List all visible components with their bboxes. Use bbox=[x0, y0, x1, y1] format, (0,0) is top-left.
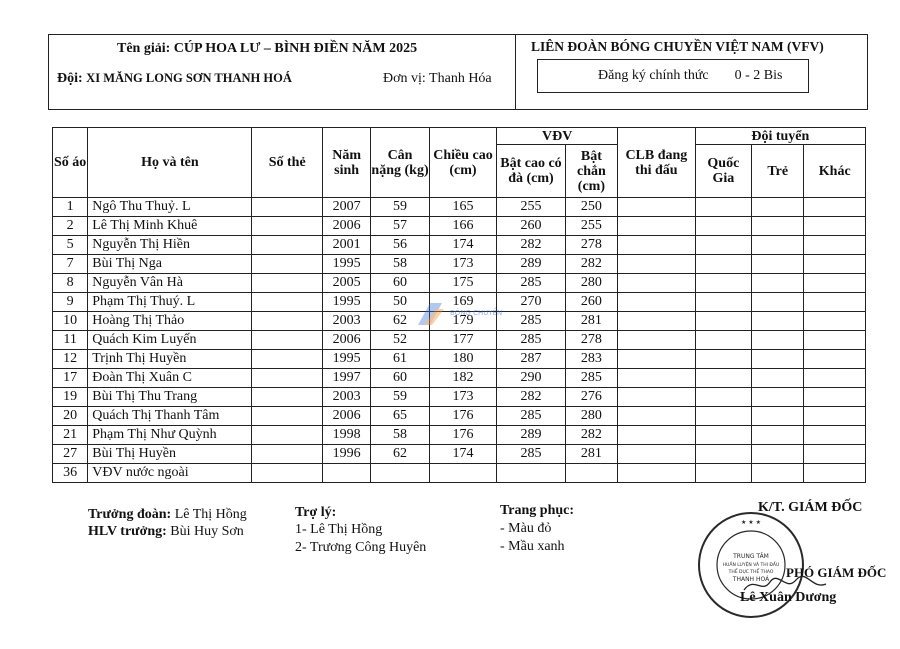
attack-reach-cell: 287 bbox=[497, 350, 566, 369]
youth-cell bbox=[752, 369, 804, 388]
birth-year-cell: 2003 bbox=[322, 312, 370, 331]
name-cell: Bùi Thị Thu Trang bbox=[88, 388, 252, 407]
attack-reach-cell: 285 bbox=[497, 312, 566, 331]
block-reach-cell: 281 bbox=[565, 445, 617, 464]
svg-text:HUẤN LUYỆN VÀ THI ĐẤU: HUẤN LUYỆN VÀ THI ĐẤU bbox=[722, 563, 780, 568]
name-cell: Trịnh Thị Huyền bbox=[88, 350, 252, 369]
weight-cell: 52 bbox=[371, 331, 429, 350]
table-row bbox=[53, 255, 866, 274]
club-cell bbox=[618, 274, 696, 293]
other-cell bbox=[804, 350, 866, 369]
attack-reach-cell: 290 bbox=[497, 369, 566, 388]
club-cell bbox=[618, 426, 696, 445]
jersey-cell: 2 bbox=[53, 217, 88, 236]
jersey-cell: 21 bbox=[53, 426, 88, 445]
birth-year-cell bbox=[322, 464, 370, 483]
card-cell bbox=[252, 369, 323, 388]
youth-cell bbox=[752, 217, 804, 236]
card-cell bbox=[252, 388, 323, 407]
table-row bbox=[53, 198, 866, 217]
name-cell: Đoàn Thị Xuân C bbox=[88, 369, 252, 388]
tournament-label: Tên giải: bbox=[117, 41, 171, 56]
attack-reach-cell: 285 bbox=[497, 274, 566, 293]
birth-year-cell: 2006 bbox=[322, 331, 370, 350]
youth-cell bbox=[752, 388, 804, 407]
table-row bbox=[53, 236, 866, 255]
club-cell bbox=[618, 255, 696, 274]
jersey-cell: 36 bbox=[53, 464, 88, 483]
team-label: Đội: bbox=[57, 71, 83, 86]
attack-reach-cell: 289 bbox=[497, 255, 566, 274]
team-leader-name: Lê Thị Hồng bbox=[174, 507, 247, 522]
height-cell: 166 bbox=[429, 217, 496, 236]
unit-name: Thanh Hóa bbox=[429, 71, 492, 86]
header-youth: Trẻ bbox=[752, 145, 804, 198]
jersey-cell: 17 bbox=[53, 369, 88, 388]
other-cell bbox=[804, 445, 866, 464]
name-cell: Ngô Thu Thuỷ. L bbox=[88, 198, 252, 217]
header-name: Họ và tên bbox=[88, 128, 252, 198]
card-cell bbox=[252, 350, 323, 369]
jersey-cell: 1 bbox=[53, 198, 88, 217]
jersey-cell: 10 bbox=[53, 312, 88, 331]
height-cell: 173 bbox=[429, 255, 496, 274]
card-cell bbox=[252, 445, 323, 464]
birth-year-cell: 1996 bbox=[322, 445, 370, 464]
club-cell bbox=[618, 464, 696, 483]
name-cell: Nguyễn Thị Hiền bbox=[88, 236, 252, 255]
youth-cell bbox=[752, 464, 804, 483]
table-row bbox=[53, 407, 866, 426]
attack-reach-cell: 260 bbox=[497, 217, 566, 236]
club-cell bbox=[618, 312, 696, 331]
svg-text:★ ★ ★: ★ ★ ★ bbox=[741, 519, 761, 526]
national-cell bbox=[695, 217, 751, 236]
national-cell bbox=[695, 236, 751, 255]
weight-cell: 56 bbox=[371, 236, 429, 255]
youth-cell bbox=[752, 312, 804, 331]
name-cell: Bùi Thị Huyền bbox=[88, 445, 252, 464]
block-reach-cell: 280 bbox=[565, 274, 617, 293]
registration-value: 0 - 2 Bis bbox=[734, 68, 783, 83]
block-reach-cell: 280 bbox=[565, 407, 617, 426]
team-name: XI MĂNG LONG SƠN THANH HOÁ bbox=[86, 71, 292, 85]
other-cell bbox=[804, 198, 866, 217]
club-cell bbox=[618, 198, 696, 217]
youth-cell bbox=[752, 407, 804, 426]
national-cell bbox=[695, 350, 751, 369]
block-reach-cell: 282 bbox=[565, 255, 617, 274]
card-cell bbox=[252, 255, 323, 274]
card-cell bbox=[252, 407, 323, 426]
other-cell bbox=[804, 236, 866, 255]
club-cell bbox=[618, 293, 696, 312]
table-row bbox=[53, 350, 866, 369]
other-cell bbox=[804, 464, 866, 483]
unit-line bbox=[383, 71, 492, 87]
jersey-cell: 27 bbox=[53, 445, 88, 464]
youth-cell bbox=[752, 236, 804, 255]
assistant-label bbox=[295, 505, 336, 521]
youth-cell bbox=[752, 274, 804, 293]
header-divider bbox=[515, 35, 516, 109]
table-row bbox=[53, 274, 866, 293]
table-row bbox=[53, 464, 866, 483]
attack-reach-cell: 285 bbox=[497, 407, 566, 426]
signer-name: Lê Xuân Dương bbox=[740, 590, 837, 605]
height-cell: 173 bbox=[429, 388, 496, 407]
header-national-group: Đội tuyển bbox=[695, 128, 865, 145]
head-coach-line bbox=[88, 524, 244, 540]
card-cell bbox=[252, 198, 323, 217]
head-coach-name: Bùi Huy Sơn bbox=[170, 524, 244, 539]
attack-reach-cell: 270 bbox=[497, 293, 566, 312]
birth-year-cell: 2005 bbox=[322, 274, 370, 293]
assistant-label-text: Trợ lý: bbox=[295, 505, 337, 520]
card-cell bbox=[252, 217, 323, 236]
header-athlete-group: VĐV bbox=[497, 128, 618, 145]
national-cell bbox=[695, 255, 751, 274]
other-cell bbox=[804, 388, 866, 407]
weight-cell: 50 bbox=[371, 293, 429, 312]
table-row bbox=[53, 217, 866, 236]
weight-cell: 60 bbox=[371, 369, 429, 388]
name-cell: Lê Thị Minh Khuê bbox=[88, 217, 252, 236]
header-jersey: Số áo bbox=[53, 128, 88, 198]
weight-cell: 62 bbox=[371, 445, 429, 464]
team-line bbox=[57, 71, 292, 87]
youth-cell bbox=[752, 293, 804, 312]
table-row bbox=[53, 445, 866, 464]
table-row bbox=[53, 388, 866, 407]
national-cell bbox=[695, 331, 751, 350]
youth-cell bbox=[752, 255, 804, 274]
birth-year-cell: 2006 bbox=[322, 217, 370, 236]
birth-year-cell: 2003 bbox=[322, 388, 370, 407]
national-cell bbox=[695, 426, 751, 445]
name-cell: VĐV nước ngoài bbox=[88, 464, 252, 483]
jersey-cell: 19 bbox=[53, 388, 88, 407]
svg-text:TRUNG TÂM: TRUNG TÂM bbox=[733, 553, 769, 560]
registration-label: Đăng ký chính thức bbox=[598, 68, 709, 83]
block-reach-cell: 276 bbox=[565, 388, 617, 407]
card-cell bbox=[252, 274, 323, 293]
uniform-2: - Mầu xanh bbox=[500, 539, 565, 554]
other-cell bbox=[804, 369, 866, 388]
height-cell: 174 bbox=[429, 445, 496, 464]
national-cell bbox=[695, 369, 751, 388]
national-cell bbox=[695, 274, 751, 293]
card-cell bbox=[252, 426, 323, 445]
block-reach-cell: 285 bbox=[565, 369, 617, 388]
weight-cell: 57 bbox=[371, 217, 429, 236]
header-attack-reach: Bật cao có đà (cm) bbox=[497, 145, 566, 198]
club-cell bbox=[618, 407, 696, 426]
youth-cell bbox=[752, 445, 804, 464]
attack-reach-cell: 285 bbox=[497, 445, 566, 464]
header-other: Khác bbox=[804, 145, 866, 198]
attack-reach-cell bbox=[497, 464, 566, 483]
block-reach-cell: 283 bbox=[565, 350, 617, 369]
table-row bbox=[53, 369, 866, 388]
block-reach-cell: 255 bbox=[565, 217, 617, 236]
weight-cell: 59 bbox=[371, 388, 429, 407]
club-cell bbox=[618, 217, 696, 236]
svg-text:THỂ DỤC THỂ THAO: THỂ DỤC THỂ THAO bbox=[728, 570, 774, 575]
roster-body bbox=[53, 198, 866, 483]
card-cell bbox=[252, 236, 323, 255]
club-cell bbox=[618, 369, 696, 388]
assistant-1: 1- Lê Thị Hồng bbox=[295, 522, 383, 537]
block-reach-cell: 282 bbox=[565, 426, 617, 445]
block-reach-cell: 278 bbox=[565, 236, 617, 255]
national-cell bbox=[695, 312, 751, 331]
other-cell bbox=[804, 312, 866, 331]
height-cell bbox=[429, 464, 496, 483]
other-cell bbox=[804, 255, 866, 274]
card-cell bbox=[252, 464, 323, 483]
height-cell: 182 bbox=[429, 369, 496, 388]
name-cell: Phạm Thị Như Quỳnh bbox=[88, 426, 252, 445]
weight-cell: 58 bbox=[371, 426, 429, 445]
jersey-cell: 7 bbox=[53, 255, 88, 274]
national-cell bbox=[695, 445, 751, 464]
other-cell bbox=[804, 217, 866, 236]
name-cell: Quách Thị Thanh Tâm bbox=[88, 407, 252, 426]
youth-cell bbox=[752, 350, 804, 369]
jersey-cell: 8 bbox=[53, 274, 88, 293]
assistant-2: 2- Trương Công Huyên bbox=[295, 540, 427, 555]
tournament-line bbox=[117, 41, 417, 57]
youth-cell bbox=[752, 426, 804, 445]
header-birth-year: Năm sinh bbox=[322, 128, 370, 198]
table-row bbox=[53, 331, 866, 350]
attack-reach-cell: 255 bbox=[497, 198, 566, 217]
unit-label: Đơn vị: bbox=[383, 71, 426, 86]
header-club: CLB đang thi đấu bbox=[618, 128, 696, 198]
signature-subtitle: PHÓ GIÁM ĐỐC bbox=[786, 565, 887, 580]
weight-cell: 62 bbox=[371, 312, 429, 331]
birth-year-cell: 1997 bbox=[322, 369, 370, 388]
club-cell bbox=[618, 350, 696, 369]
tournament-name: CÚP HOA LƯ – BÌNH ĐIỀN NĂM 2025 bbox=[173, 41, 418, 56]
club-cell bbox=[618, 445, 696, 464]
national-cell bbox=[695, 388, 751, 407]
club-cell bbox=[618, 388, 696, 407]
signature-title: K/T. GIÁM ĐỐC bbox=[758, 500, 863, 515]
header-weight: Cân nặng (kg) bbox=[371, 128, 429, 198]
name-cell: Phạm Thị Thuý. L bbox=[88, 293, 252, 312]
name-cell: Bùi Thị Nga bbox=[88, 255, 252, 274]
block-reach-cell: 250 bbox=[565, 198, 617, 217]
block-reach-cell: 278 bbox=[565, 331, 617, 350]
other-cell bbox=[804, 407, 866, 426]
card-cell bbox=[252, 312, 323, 331]
head-coach-label: HLV trưởng: bbox=[88, 524, 167, 539]
birth-year-cell: 1998 bbox=[322, 426, 370, 445]
height-cell: 165 bbox=[429, 198, 496, 217]
youth-cell bbox=[752, 331, 804, 350]
weight-cell: 65 bbox=[371, 407, 429, 426]
jersey-cell: 20 bbox=[53, 407, 88, 426]
card-cell bbox=[252, 331, 323, 350]
national-cell bbox=[695, 293, 751, 312]
header-national: Quốc Gia bbox=[695, 145, 751, 198]
other-cell bbox=[804, 274, 866, 293]
attack-reach-cell: 282 bbox=[497, 388, 566, 407]
weight-cell: 60 bbox=[371, 274, 429, 293]
header-height: Chiều cao (cm) bbox=[429, 128, 496, 198]
height-cell: 177 bbox=[429, 331, 496, 350]
uniform-label bbox=[500, 503, 574, 519]
national-cell bbox=[695, 464, 751, 483]
attack-reach-cell: 285 bbox=[497, 331, 566, 350]
national-cell bbox=[695, 407, 751, 426]
weight-cell: 58 bbox=[371, 255, 429, 274]
other-cell bbox=[804, 331, 866, 350]
height-cell: 174 bbox=[429, 236, 496, 255]
weight-cell: 59 bbox=[371, 198, 429, 217]
birth-year-cell: 2001 bbox=[322, 236, 370, 255]
table-row bbox=[53, 426, 866, 445]
club-cell bbox=[618, 331, 696, 350]
attack-reach-cell: 282 bbox=[497, 236, 566, 255]
header-box bbox=[48, 34, 868, 110]
birth-year-cell: 2006 bbox=[322, 407, 370, 426]
jersey-cell: 12 bbox=[53, 350, 88, 369]
national-cell bbox=[695, 198, 751, 217]
attack-reach-cell: 289 bbox=[497, 426, 566, 445]
other-cell bbox=[804, 426, 866, 445]
other-cell bbox=[804, 293, 866, 312]
birth-year-cell: 1995 bbox=[322, 350, 370, 369]
block-reach-cell: 281 bbox=[565, 312, 617, 331]
team-leader-line bbox=[88, 507, 247, 523]
block-reach-cell: 260 bbox=[565, 293, 617, 312]
team-leader-label: Trưởng đoàn: bbox=[88, 507, 172, 522]
height-cell: 175 bbox=[429, 274, 496, 293]
header-block-reach: Bật chắn (cm) bbox=[565, 145, 617, 198]
birth-year-cell: 1995 bbox=[322, 293, 370, 312]
weight-cell bbox=[371, 464, 429, 483]
height-cell: 179 bbox=[429, 312, 496, 331]
name-cell: Nguyễn Vân Hà bbox=[88, 274, 252, 293]
name-cell: Hoàng Thị Thảo bbox=[88, 312, 252, 331]
height-cell: 180 bbox=[429, 350, 496, 369]
uniform-label-text: Trang phục: bbox=[500, 503, 575, 518]
block-reach-cell bbox=[565, 464, 617, 483]
club-cell bbox=[618, 236, 696, 255]
watermark-logo bbox=[416, 299, 503, 329]
header-card: Số thẻ bbox=[252, 128, 323, 198]
birth-year-cell: 1995 bbox=[322, 255, 370, 274]
svg-text:THANH HOÁ: THANH HOÁ bbox=[732, 576, 770, 583]
jersey-cell: 5 bbox=[53, 236, 88, 255]
height-cell: 176 bbox=[429, 407, 496, 426]
jersey-cell: 9 bbox=[53, 293, 88, 312]
card-cell bbox=[252, 293, 323, 312]
federation-name: LIÊN ĐOÀN BÓNG CHUYỀN VIỆT NAM (VFV) bbox=[531, 39, 824, 54]
height-cell: 169 bbox=[429, 293, 496, 312]
watermark-text: BÓNG CHUYỀN bbox=[450, 309, 503, 317]
height-cell: 176 bbox=[429, 426, 496, 445]
uniform-1: - Màu đỏ bbox=[500, 521, 552, 536]
jersey-cell: 11 bbox=[53, 331, 88, 350]
name-cell: Quách Kim Luyến bbox=[88, 331, 252, 350]
birth-year-cell: 2007 bbox=[322, 198, 370, 217]
youth-cell bbox=[752, 198, 804, 217]
weight-cell: 61 bbox=[371, 350, 429, 369]
registration-box bbox=[537, 59, 809, 93]
